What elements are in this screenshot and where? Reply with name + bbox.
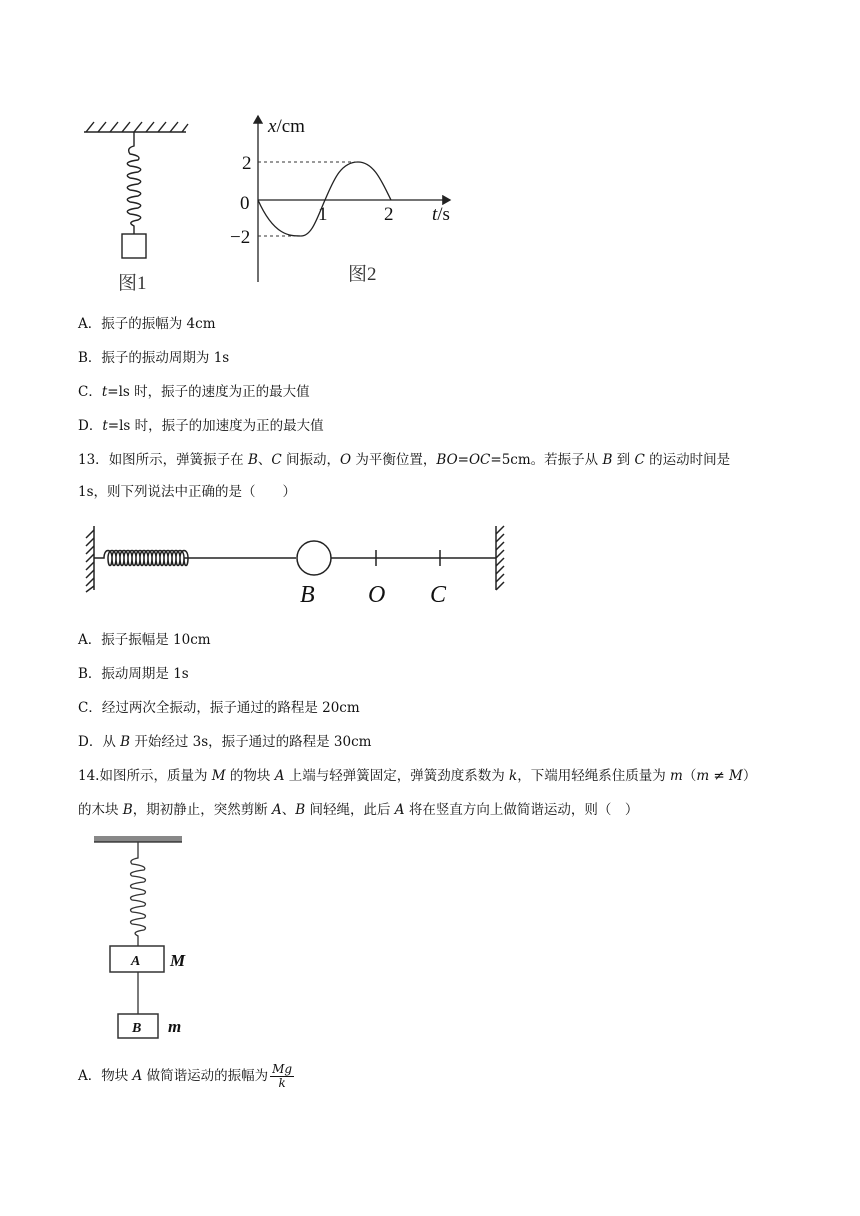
vertical-spring (131, 842, 146, 946)
label-c: C (430, 582, 447, 606)
ceiling-bar (94, 836, 182, 842)
figure-1-caption: 图1 (118, 273, 147, 294)
q13-option-a: A．振子振幅是 10cm (78, 632, 211, 648)
q14-stem-line-1: 14.如图所示，质量为 M 的物块 A 上端与轻弹簧固定，弹簧劲度系数为 k，下端用轻绳系住质量为 m（m ≠ M） (78, 768, 757, 784)
q14-option-a: A．物块 A 做简谐运动的振幅为 $\frac{Mg}{k}$ (78, 1062, 293, 1090)
q12-option-c: C．t=ls 时，振子的速度为正的最大值 (78, 384, 310, 400)
hanging-block (122, 234, 146, 258)
label-b: B (300, 582, 315, 606)
x-axis-label: t/s (432, 204, 450, 225)
left-wall-hatch (86, 530, 94, 592)
q12-option-d: D．t=ls 时，振子的加速度为正的最大值 (78, 418, 324, 434)
mass-m-large-label: M (170, 951, 186, 970)
amplitude-fraction: $\frac{Mg}{k}$ (272, 1062, 293, 1090)
figure-1-spring-diagram (78, 118, 198, 298)
mass-m-small-label: m (168, 1017, 182, 1036)
label-o: O (368, 582, 386, 606)
x-tick-2: 2 (384, 204, 394, 225)
figure-2-xt-graph (222, 110, 472, 290)
y-tick-0: 0 (240, 193, 250, 214)
x-tick-1: 1 (318, 204, 328, 225)
q12-option-b: B．振子的振动周期为 1s (78, 350, 230, 366)
q13-oscillator-diagram (78, 522, 518, 606)
q13-option-b: B．振动周期是 1s (78, 666, 189, 682)
spring-coil (127, 132, 140, 234)
q14-spring-blocks-diagram (90, 832, 230, 1044)
y-tick-neg-2: −2 (230, 227, 251, 248)
right-wall-hatch (496, 526, 504, 590)
q13-option-c: C．经过两次全振动，振子通过的路程是 20cm (78, 700, 360, 716)
block-b-label: B (132, 1021, 142, 1036)
q14-stem-line-2: 的木块 B，期初静止，突然剪断 A、B 间轻绳，此后 A 将在竖直方向上做简谐运动，则（ ） (78, 802, 639, 818)
q13-option-d: D．从 B 开始经过 3s，振子通过的路程是 30cm (78, 734, 372, 750)
q12-option-a: A．振子的振幅为 4cm (78, 316, 216, 332)
y-tick-2: 2 (242, 153, 252, 174)
block-a-label: A (131, 954, 141, 969)
y-axis-label: x/cm (268, 116, 305, 137)
ceiling-hatch (86, 122, 188, 132)
horizontal-spring (94, 551, 296, 566)
oscillator-ball (297, 541, 331, 575)
q13-stem-line-2: 1s，则下列说法中正确的是（ ） (78, 484, 297, 500)
q13-stem-line-1: 13．如图所示，弹簧振子在 B、C 间振动，O 为平衡位置，BO=OC=5cm。若振子从 B 到 C 的运动时间是 (78, 452, 731, 468)
figure-2-caption: 图2 (348, 264, 377, 285)
